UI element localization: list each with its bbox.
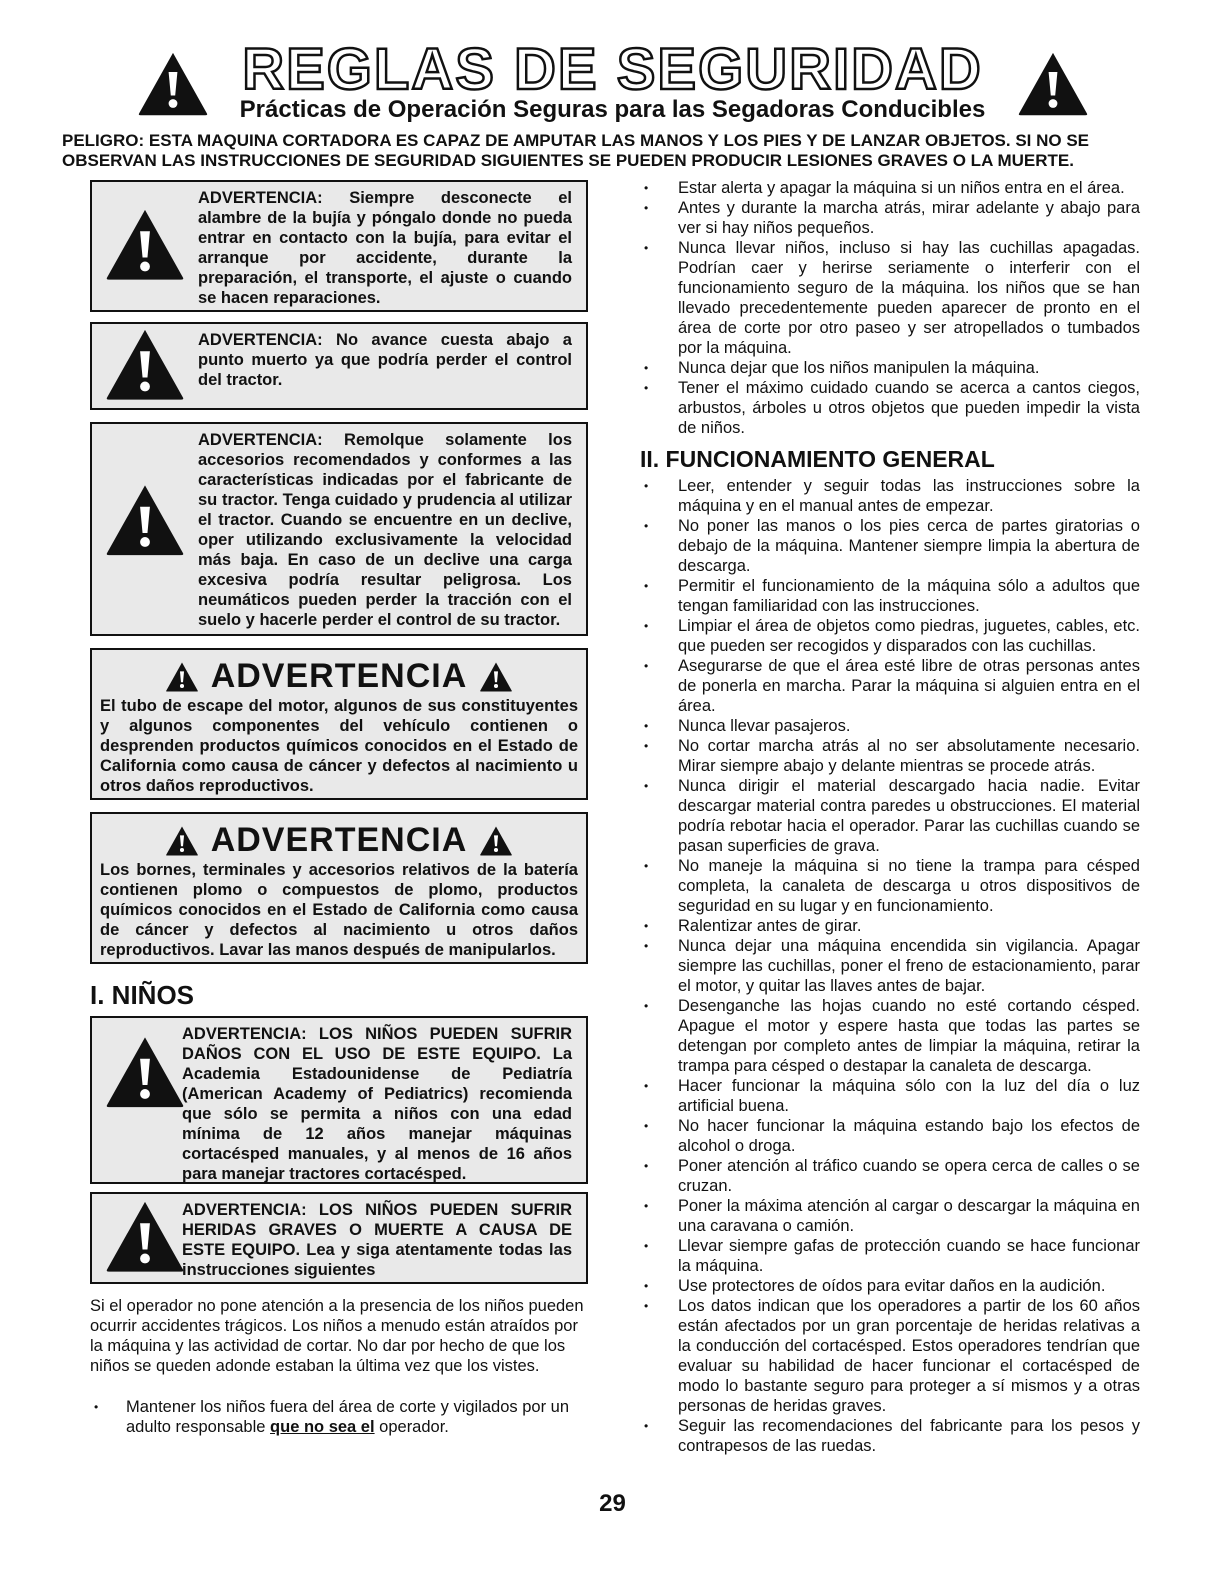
warning-text: ADVERTENCIA: Siempre desconecte el alambre de la bujía y póngalo donde no pueda entrar en contacto con la bujía, para evitar el arranque por accidente, durante la preparación, el transporte, el ajuste o cuando se hacen reparaciones.: [198, 189, 572, 307]
warning-triangle-icon: [479, 825, 513, 856]
list-item: • Nunca dejar que los niños manipulen la máquina.: [640, 358, 1140, 378]
list-item: • Leer, entender y seguir todas las instrucciones sobre la máquina y en el manual antes de empezar.: [640, 476, 1140, 516]
page-subtitle: Prácticas de Operación Seguras para las Segadoras Conducibles: [239, 96, 986, 123]
warning-heading: ADVERTENCIA: [210, 821, 468, 859]
warning-text: ADVERTENCIA: No avance cuesta abajo a punto muerto ya que podría perder el control del tractor.: [198, 331, 572, 389]
list-item: • Estar alerta y apagar la máquina si un niños entra en el área.: [640, 178, 1140, 198]
list-item: • Los datos indican que los operadores a partir de los 60 años están afectados por un gran porcentaje de heridas relativas a la conducción del cortacésped. Estos operadores tendrían que evaluar su habilidad de hacer funcionar el cortacésped de modo lo bastante seguro para proteger a sí mismos y a otras personas de heridas graves.: [640, 1296, 1140, 1416]
california-warning-battery: [90, 812, 588, 964]
list-item: • Llevar siempre gafas de protección cuando se hace funcionar la máquina.: [640, 1236, 1140, 1276]
children-safety-list: [640, 178, 1140, 438]
warning-heading: ADVERTENCIA: [210, 657, 468, 695]
list-item: • Nunca llevar niños, incluso si hay las cuchillas apagadas. Podrían caer y herirse seriamente o interferir con el funcionamiento seguro de la máquina. los niños que se han llevado precedentemente pueden aparecer de pronto en el área de corte por otro paseo y ser atropellados o tumbados por la máquina.: [640, 238, 1140, 358]
warning-body: Los bornes, terminales y accesorios relativos de la batería contienen plomo o compuestos de plomo, productos químicos conocidos en el Estado de California como causa de cáncer y defectos al nacimiento u otros daños reproductivos. Lavar las manos después de manipularlos.: [100, 861, 578, 959]
right-column: [640, 178, 1140, 1456]
section-heading-general: II. FUNCIONAMIENTO GENERAL: [640, 446, 995, 472]
warning-box-downhill: [90, 322, 588, 410]
list-item: • Nunca dejar una máquina encendida sin vigilancia. Apagar siempre las cuchillas, poner el freno de estacionamiento, parar el motor, y quitar las llaves antes de bajar.: [640, 936, 1140, 996]
warning-box-towing: [90, 422, 588, 636]
warning-triangle-icon: [479, 661, 513, 692]
list-item: • Mantener los niños fuera del área de corte y vigilados por un adulto responsable que no sea el operador.: [90, 1397, 588, 1437]
warning-text: ADVERTENCIA: Remolque solamente los accesorios recomendados y conformes a las características indicadas por el fabricante de su tractor. Tenga cuidado y prudencia al utilizar el tractor. Cuando se encuentre en un declive, oper utilizando exclusivamente la velocidad más baja. En caso de un declive una carga excesiva podría resultar peligrosa. Los neumáticos pueden perder la tracción con el suelo y hacerle perder el control de su tractor.: [198, 431, 572, 629]
list-item: • Asegurarse de que el área esté libre de otras personas antes de ponerla en marcha. Parar la máquina si alguien entra en el área.: [640, 656, 1140, 716]
warning-box-children-pediatrics: [90, 1016, 588, 1184]
warning-text: ADVERTENCIA: LOS NIÑOS PUEDEN SUFRIR HERIDAS GRAVES O MUERTE A CAUSA DE ESTE EQUIPO. Lea y siga atentamente todas las instrucciones siguientes: [182, 1201, 572, 1279]
california-warning-exhaust: [90, 648, 588, 800]
list-item: • Desenganche las hojas cuando no esté cortando césped. Apague el motor y espere hasta que todas las partes se detengan por completo antes de limpiar la máquina, retirar la trampa para césped o destapar la canaleta de descarga.: [640, 996, 1140, 1076]
section-heading-ninos: I. NIÑOS: [90, 980, 195, 1010]
warning-triangle-icon: [104, 1034, 186, 1113]
list-item: • No hacer funcionar la máquina estando bajo los efectos de alcohol o droga.: [640, 1116, 1140, 1156]
list-item: • No poner las manos o los pies cerca de partes giratorias o debajo de la máquina. Mantener siempre limpia la abertura de descarga.: [640, 516, 1140, 576]
warning-triangle-icon: [104, 327, 186, 406]
children-bullet-list: [90, 1397, 588, 1437]
warning-triangle-icon: [165, 661, 199, 692]
warning-box-spark-plug: [90, 180, 588, 312]
list-item: • Seguir las recomendaciones del fabricante para los pesos y contrapesos de las ruedas.: [640, 1416, 1140, 1456]
list-item: • Use protectores de oídos para evitar daños en la audición.: [640, 1276, 1140, 1296]
list-item: • Permitir el funcionamiento de la máquina sólo a adultos que tengan familiaridad con las instrucciones.: [640, 576, 1140, 616]
list-item: • No cortar marcha atrás al no ser absolutamente necesario. Mirar siempre abajo y delante mientras se procede atrás.: [640, 736, 1140, 776]
warning-box-children-injury: [90, 1192, 588, 1284]
warning-triangle-icon: [165, 825, 199, 856]
general-operation-list: [640, 476, 1140, 1456]
list-item: • Antes y durante la marcha atrás, mirar adelante y abajo para ver si hay niños pequeños.: [640, 198, 1140, 238]
list-item: • No maneje la máquina si no tiene la trampa para césped completa, la canaleta de descarga u otros dispositivos de seguridad en su lugar y en funcionamiento.: [640, 856, 1140, 916]
warning-body: El tubo de escape del motor, algunos de sus constituyentes y algunos componentes del vehículo contienen o desprenden productos químicos conocidos en el Estado de California como causa de cáncer y defectos al nacimiento u otros daños reproductivos.: [100, 697, 578, 795]
list-item: • Nunca dirigir el material descargado hacia nadie. Evitar descargar material contra paredes u obstrucciones. El material podría rebotar hacia el operador. Parar las cuchillas cuando se pasan superficies de grava.: [640, 776, 1140, 856]
danger-statement: PELIGRO: ESTA MAQUINA CORTADORA ES CAPAZ DE AMPUTAR LAS MANOS Y LOS PIES Y DE LANZAR OBJETOS. SI NO SE OBSERVAN LAS INSTRUCCIONES DE SEGURIDAD SIGUIENTES SE PUEDEN PRODUCIR LESIONES GRAVES O LA MUERTE.: [62, 131, 1090, 170]
list-item: • Limpiar el área de objetos como piedras, juguetes, cables, etc. que pueden ser recogidos y disparados con las cuchillas.: [640, 616, 1140, 656]
list-item: • Tener el máximo cuidado cuando se acerca a cantos ciegos, arbustos, árboles u otros objetos que pueden impedir la vista de niños.: [640, 378, 1140, 438]
list-item: • Hacer funcionar la máquina sólo con la luz del día o luz artificial buena.: [640, 1076, 1140, 1116]
page-title: REGLAS DE SEGURIDAD: [242, 37, 983, 102]
warning-triangle-icon: [104, 482, 186, 561]
warning-triangle-icon: [104, 207, 186, 286]
list-item: • Ralentizar antes de girar.: [640, 916, 1140, 936]
children-paragraph: Si el operador no pone atención a la presencia de los niños pueden ocurrir accidentes trágicos. Los niños a menudo están atraídos por la máquina y las actividad de cortar. No dar por hecho de que los niños se queden adonde estaban la última vez que los vistes.: [90, 1297, 584, 1375]
list-item: • Nunca llevar pasajeros.: [640, 716, 1140, 736]
list-item: • Poner atención al tráfico cuando se opera cerca de calles o se cruzan.: [640, 1156, 1140, 1196]
page-number: 29: [599, 1490, 626, 1517]
list-item: • Poner la máxima atención al cargar o descargar la máquina en una caravana o camión.: [640, 1196, 1140, 1236]
warning-triangle-icon: [104, 1199, 186, 1278]
warning-text: ADVERTENCIA: LOS NIÑOS PUEDEN SUFRIR DAÑOS CON EL USO DE ESTE EQUIPO. La Academia Estadounidense de Pediatría (American Academy of Pediatrics) recomienda que sólo se permita a niños con una edad mínima de 12 años manejar máquinas cortacésped manuales, y al menos de 16 años para manejar tractores cortacésped.: [182, 1025, 572, 1183]
